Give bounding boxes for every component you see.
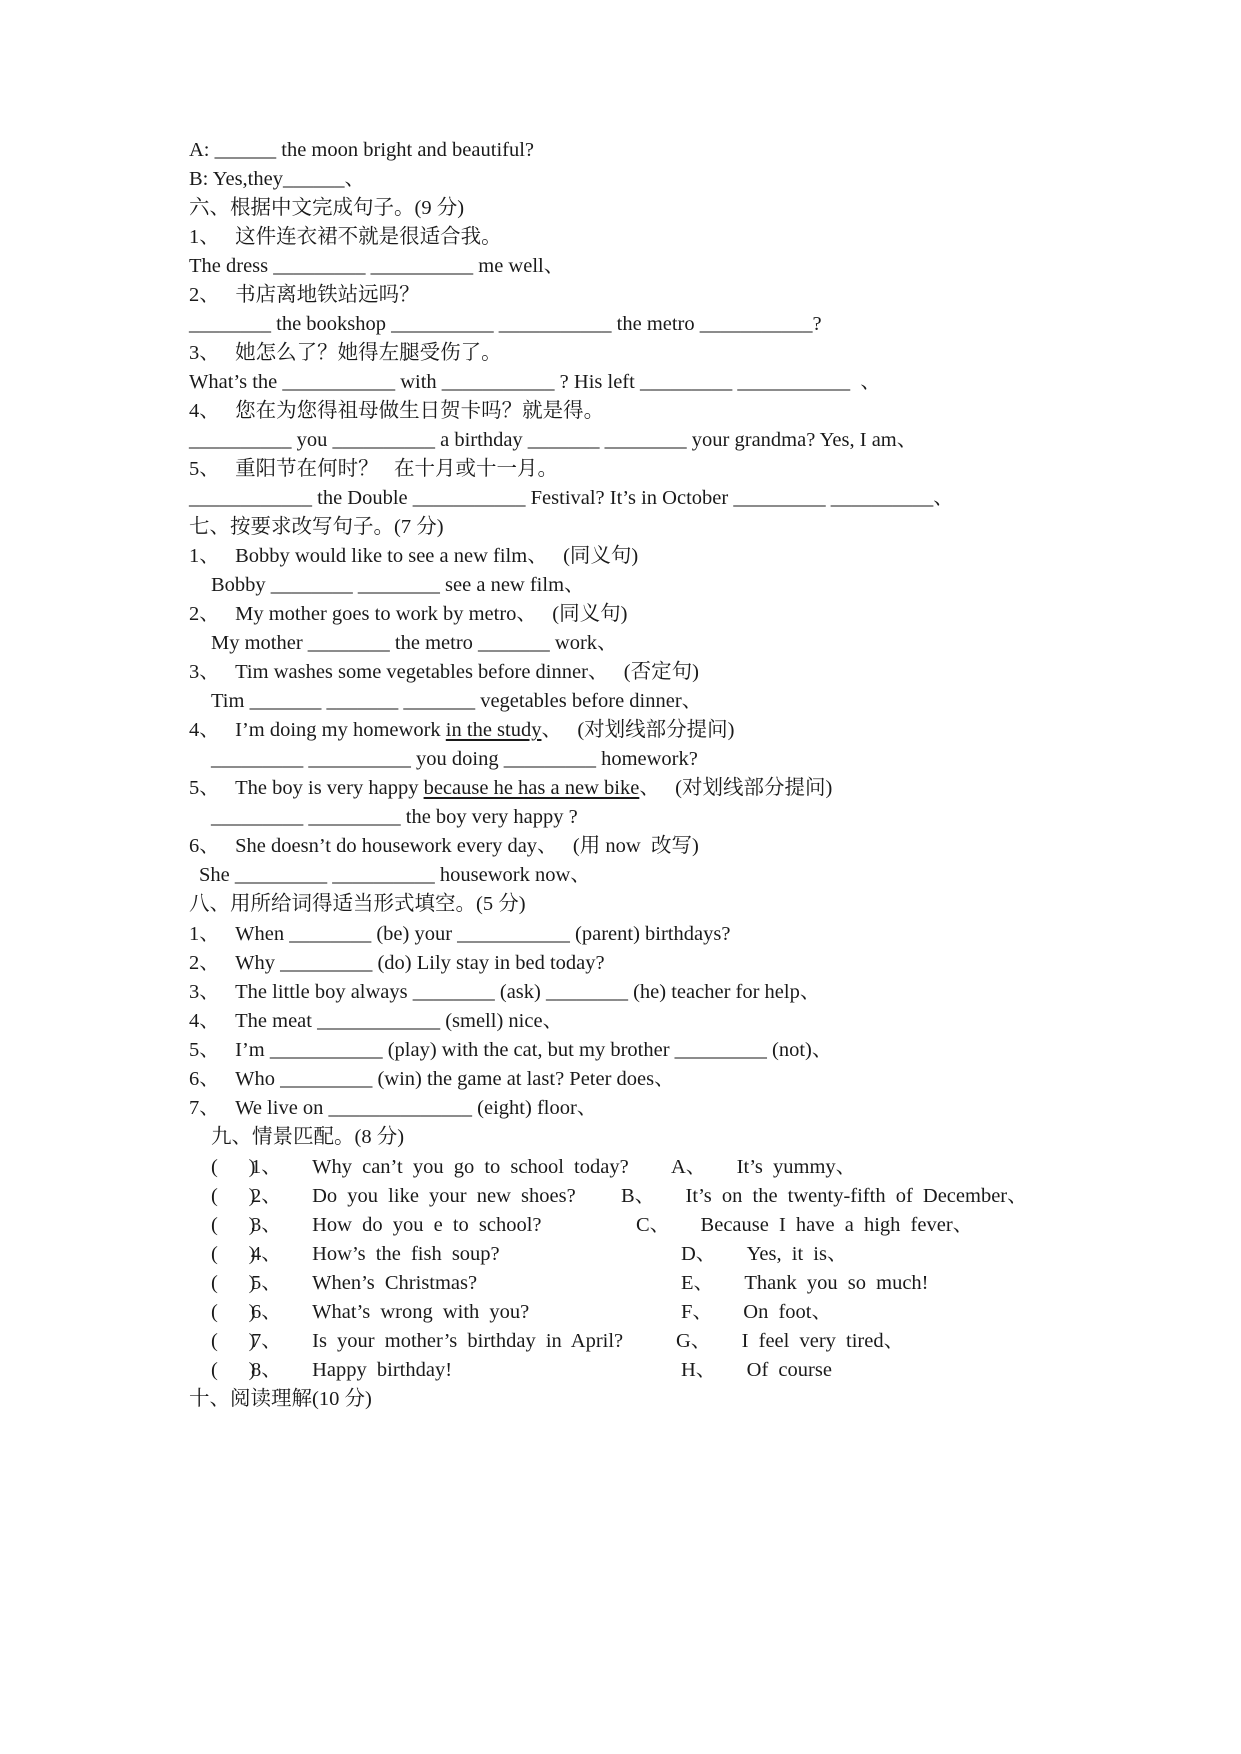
s7-q1-answer: Bobby ________ ________ see a new film、 <box>211 574 585 596</box>
s6-q3-chinese: 3、 她怎么了？她得左腿受伤了。 <box>189 342 502 364</box>
match-question: 7、 Is your mother’s birthday in April? <box>251 1330 624 1352</box>
s7-q4-text: 4、 I’m doing my homework <box>189 719 446 741</box>
match-row <box>211 1327 1061 1355</box>
s8-q3: 3、 The little boy always ________ (ask) ________ (he) teacher for help、 <box>189 981 821 1003</box>
s8-q7: 7、 We live on ______________ (eight) floor、 <box>189 1097 598 1119</box>
match-answer: C、 Because I have a high fever、 <box>636 1214 974 1236</box>
answer-blank[interactable]: ( ) <box>211 1272 256 1294</box>
s6-q1-english: The dress _________ __________ me well、 <box>189 255 565 277</box>
s6-q3-english: What’s the ___________ with ___________ ? His left _________ ___________ 、 <box>189 371 881 393</box>
dialogue-line-b: B: Yes,they______、 <box>189 168 365 190</box>
s7-q2-answer: My mother ________ the metro _______ work、 <box>211 632 618 654</box>
match-answer: H、 Of course <box>681 1359 832 1381</box>
s7-q4-prompt <box>189 716 735 744</box>
section-8-heading: 八、用所给词得适当形式填空。(5 分) <box>189 893 526 915</box>
s7-q1-prompt: 1、 Bobby would like to see a new film、 (同义句) <box>189 545 639 567</box>
match-answer: G、 I feel very tired、 <box>676 1330 905 1352</box>
answer-blank[interactable]: ( ) <box>211 1243 256 1265</box>
s8-q4: 4、 The meat ____________ (smell) nice、 <box>189 1010 564 1032</box>
s6-q5-english: ____________ the Double ___________ Festival? It’s in October _________ __________、 <box>189 487 954 509</box>
answer-blank[interactable]: ( ) <box>211 1330 256 1352</box>
s7-q5-text: 5、 The boy is very happy <box>189 777 424 799</box>
answer-blank[interactable]: ( ) <box>211 1185 256 1207</box>
s8-q5: 5、 I’m ___________ (play) with the cat, but my brother _________ (not)、 <box>189 1039 833 1061</box>
s7-q4-underlined: in the study <box>445 719 542 741</box>
section-10-heading: 十、阅读理解(10 分) <box>189 1388 372 1410</box>
s6-q4-chinese: 4、 您在为您得祖母做生日贺卡吗？就是得。 <box>189 400 605 422</box>
s7-q2-prompt: 2、 My mother goes to work by metro、 (同义句) <box>189 603 628 625</box>
match-question: 1、 Why can’t you go to school today? <box>251 1156 629 1178</box>
s7-q5-underlined: because he has a new bike <box>423 777 640 799</box>
s7-q5-prompt <box>189 774 832 802</box>
match-row <box>211 1211 1061 1239</box>
answer-blank[interactable]: ( ) <box>211 1214 256 1236</box>
match-answer: B、 It’s on the twenty-fifth of December、 <box>621 1185 1028 1207</box>
answer-blank[interactable]: ( ) <box>211 1359 256 1381</box>
match-row <box>211 1356 1061 1384</box>
s6-q2-english: ________ the bookshop __________ ___________ the metro ___________? <box>189 313 822 335</box>
match-answer: F、 On foot、 <box>681 1301 832 1323</box>
s7-q3-prompt: 3、 Tim washes some vegetables before dinner、 (否定句) <box>189 661 699 683</box>
match-question: 8、 Happy birthday! <box>251 1359 453 1381</box>
match-question: 6、 What’s wrong with you? <box>251 1301 530 1323</box>
section-9-heading: 九、情景匹配。(8 分) <box>211 1126 405 1148</box>
s7-q3-answer: Tim _______ _______ _______ vegetables before dinner、 <box>211 690 703 712</box>
match-row <box>211 1182 1061 1210</box>
s7-q4-answer: _________ __________ you doing _________ homework? <box>211 748 698 770</box>
s8-q6: 6、 Who _________ (win) the game at last? Peter does、 <box>189 1068 675 1090</box>
section-6-heading: 六、根据中文完成句子。(9 分) <box>189 197 465 219</box>
s6-q4-english: __________ you __________ a birthday _______ ________ your grandma? Yes, I am、 <box>189 429 918 451</box>
match-answer: A、 It’s yummy、 <box>671 1156 857 1178</box>
section-7-heading: 七、按要求改写句子。(7 分) <box>189 516 444 538</box>
s7-q5-note: 、 (对划线部分提问) <box>639 777 833 799</box>
dialogue-line-a: A: ______ the moon bright and beautiful? <box>189 139 535 161</box>
s6-q1-chinese: 1、 这件连衣裙不就是很适合我。 <box>189 226 502 248</box>
match-question: 2、 Do you like your new shoes? <box>251 1185 576 1207</box>
s8-q2: 2、 Why _________ (do) Lily stay in bed today? <box>189 952 605 974</box>
answer-blank[interactable]: ( ) <box>211 1301 256 1323</box>
match-row <box>211 1240 1061 1268</box>
s7-q4-note: 、 (对划线部分提问) <box>541 719 735 741</box>
s6-q2-chinese: 2、 书店离地铁站远吗？ <box>189 284 420 306</box>
answer-blank[interactable]: ( ) <box>211 1156 256 1178</box>
match-row <box>211 1269 1061 1297</box>
match-question: 4、 How’s the fish soup? <box>251 1243 500 1265</box>
s7-q6-prompt: 6、 She doesn’t do housework every day、 (用 now 改写) <box>189 835 699 857</box>
match-row <box>211 1298 1061 1326</box>
s7-q5-answer: _________ _________ the boy very happy ? <box>211 806 578 828</box>
match-question: 5、 When’s Christmas? <box>251 1272 478 1294</box>
match-answer: D、 Yes, it is、 <box>681 1243 848 1265</box>
s8-q1: 1、 When ________ (be) your ___________ (parent) birthdays? <box>189 923 731 945</box>
s7-q6-answer: She _________ __________ housework now、 <box>199 864 591 886</box>
match-answer: E、 Thank you so much! <box>681 1272 929 1294</box>
s6-q5-chinese: 5、 重阳节在何时？ 在十月或十一月。 <box>189 458 558 480</box>
match-question: 3、 How do you e to school? <box>251 1214 542 1236</box>
match-row <box>211 1153 1061 1181</box>
